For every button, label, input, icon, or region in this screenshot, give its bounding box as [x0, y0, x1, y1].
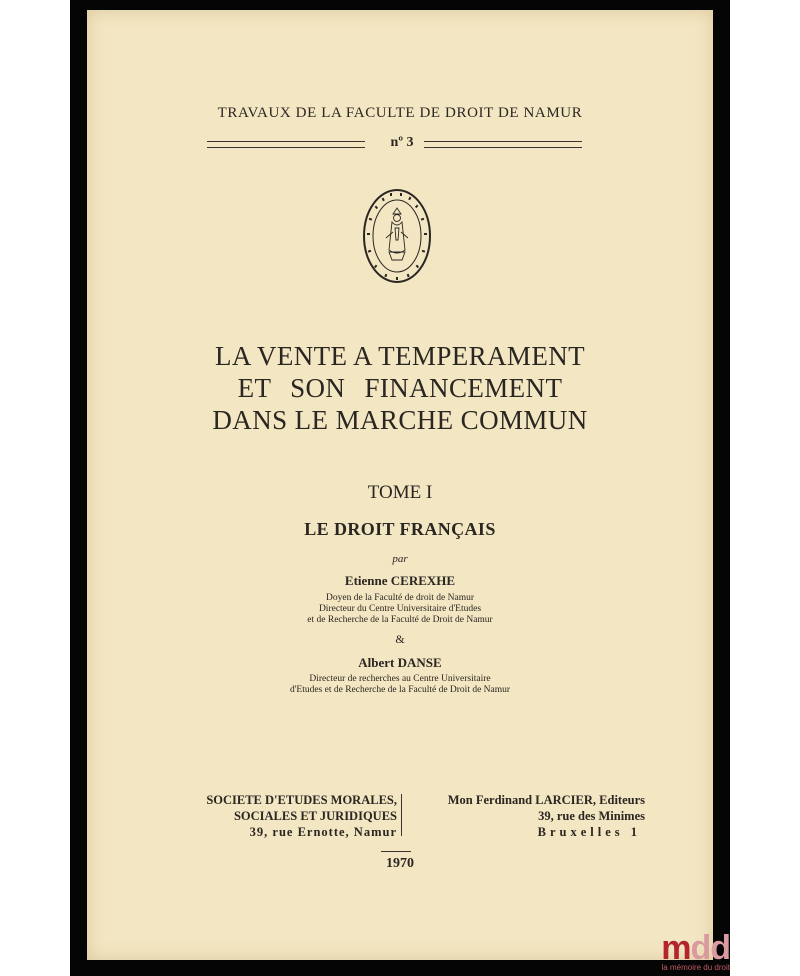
mdd-logo-icon: mdd	[661, 929, 730, 967]
watermark-tagline: la mémoire du droit	[661, 963, 730, 972]
publisher-left	[167, 792, 397, 840]
ampersand: &	[395, 632, 405, 646]
series-number: nº 3	[390, 135, 414, 150]
affiliation-line: Directeur du Centre Universitaire d'Etudes	[318, 604, 482, 614]
series-rule-right	[424, 141, 582, 148]
par-label: par	[392, 553, 408, 565]
author-2-name: Albert DANSE	[358, 655, 442, 670]
publisher-address: 39, rue Ernotte, Namur	[249, 825, 397, 839]
author-1-affiliation	[87, 593, 713, 626]
affiliation-line: et de Recherche de la Faculté de Droit de Namur	[307, 615, 493, 625]
book-cover	[87, 10, 713, 960]
title-line-1: LA VENTE A TEMPERAMENT	[214, 341, 586, 371]
affiliation-line: Directeur de recherches au Centre Universitaire	[309, 674, 491, 684]
publisher-line: 39, rue des Minimes	[538, 809, 645, 823]
series-rule-left	[207, 141, 365, 148]
book-title	[87, 340, 713, 436]
watermark-logo	[661, 931, 730, 972]
author-1-name: Etienne CEREXHE	[344, 573, 456, 588]
publisher-line: Mon Ferdinand LARCIER, Editeurs	[447, 793, 645, 807]
affiliation-line: d'Etudes et de Recherche de la Faculté de Droit de Namur	[289, 685, 511, 695]
university-seal-icon	[362, 188, 432, 284]
title-line-2: ET SON FINANCEMENT	[237, 373, 563, 403]
subtitle: LE DROIT FRANÇAIS	[304, 519, 496, 539]
year-rule	[381, 851, 411, 852]
publisher-right	[387, 792, 645, 840]
publisher-address: Bruxelles 1	[537, 825, 641, 839]
title-line-3: DANS LE MARCHE COMMUN	[212, 405, 588, 435]
series-title: TRAVAUX DE LA FACULTE DE DROIT DE NAMUR	[217, 105, 583, 121]
author-2-affiliation	[87, 674, 713, 696]
affiliation-line: Doyen de la Faculté de droit de Namur	[326, 593, 474, 603]
tome-label: TOME I	[367, 482, 433, 503]
publication-year: 1970	[386, 856, 414, 871]
publisher-line: SOCIETE D'ETUDES MORALES,	[206, 793, 397, 807]
publisher-line: SOCIALES ET JURIDIQUES	[233, 809, 397, 823]
